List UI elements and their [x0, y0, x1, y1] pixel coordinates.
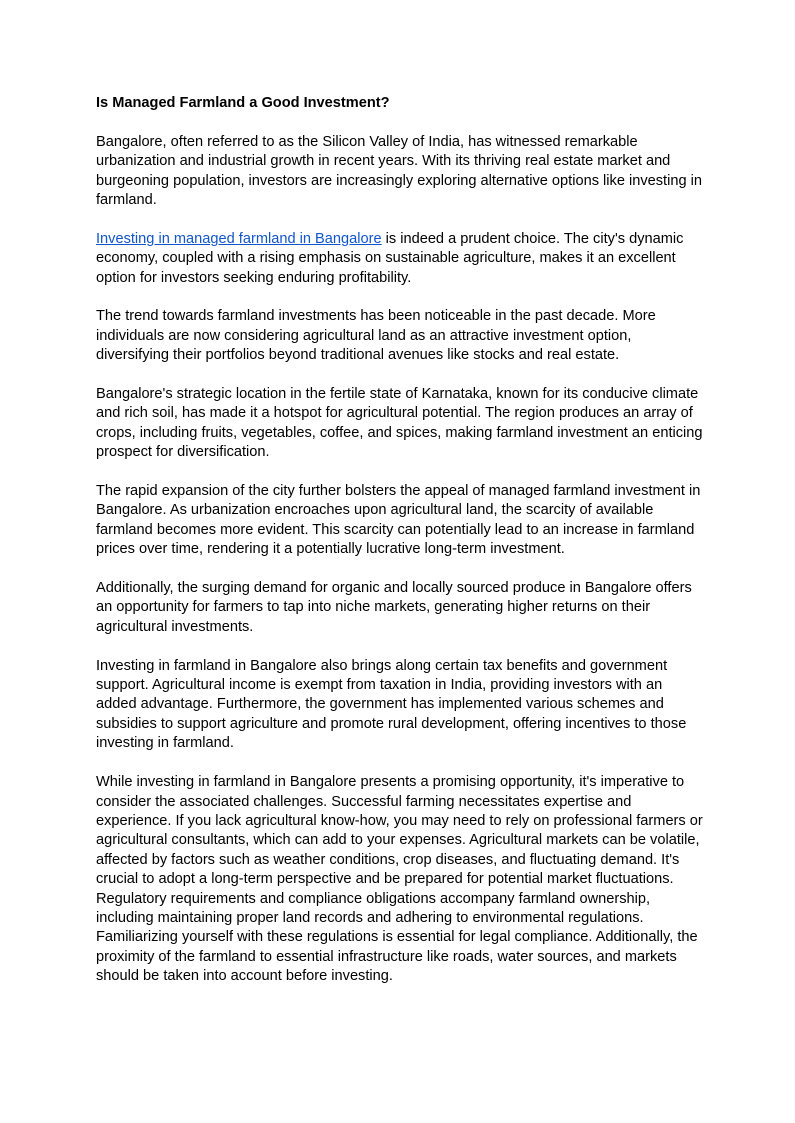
paragraph-link: [96, 230, 706, 288]
document-title: Is Managed Farmland a Good Investment?: [96, 95, 390, 111]
paragraph-intro: Bangalore, often referred to as the Silicon Valley of India, has witnessed remarkable urbanization and industrial growth in recent years. With its thriving real estate market and burgeoning population, investors are increasingly exploring alternative options like investing in farmland.: [96, 133, 703, 209]
paragraph-challenges: While investing in farmland in Bangalore presents a promising opportunity, it's imperative to consider the associated challenges. Successful farming necessitates expertise and experience. If you lack agricultural know-how, you may need to rely on professional farmers or agricultural consultants, which can add to your expenses. Agricultural markets can be volatile, affected by factors such as weather conditions, crop diseases, and fluctuating demand. It's crucial to adopt a long-term perspective and be prepared for potential market fluctuations. Regulatory requirements and compliance obligations accompany farmland ownership, including maintaining proper land records and adhering to environmental regulations. Familiarizing yourself with these regulations is essential for legal compliance. Additionally, the proximity of the farmland to essential infrastructure like roads, water sources, and markets should be taken into account before investing.: [96, 774, 703, 985]
managed-farmland-link[interactable]: Investing in managed farmland in Bangalore: [96, 230, 382, 247]
paragraph-location: Bangalore's strategic location in the fertile state of Karnataka, known for its conducive climate and rich soil, has made it a hotspot for agricultural potential. The region produces an array of crops, including fruits, vegetables, coffee, and spices, making farmland investment an enticing prospect for diversification.: [96, 386, 703, 461]
paragraph-tax: Investing in farmland in Bangalore also brings along certain tax benefits and government support. Agricultural income is exempt from taxation in India, providing investors with an added advantage. Furthermore, the government has implemented various schemes and subsidies to support agriculture and promote rural development, offering incentives to those investing in farmland.: [96, 657, 687, 752]
paragraph-trend: The trend towards farmland investments has been noticeable in the past decade. More individuals are now considering agricultural land as an attractive investment option, diversifying their portfolios beyond traditional avenues like stocks and real estate.: [96, 308, 656, 364]
paragraph-expansion: The rapid expansion of the city further bolsters the appeal of managed farmland investment in Bangalore. As urbanization encroaches upon agricultural land, the scarcity of available farmland becomes more evident. This scarcity can potentially lead to an increase in farmland prices over time, rendering it a potentially lucrative long-term investment.: [96, 483, 701, 558]
paragraph-demand: Additionally, the surging demand for organic and locally sourced produce in Bangalore offers an opportunity for farmers to tap into niche markets, generating higher returns on their agricultural investments.: [96, 580, 692, 635]
document-page: [96, 94, 706, 1006]
paragraph-link-rest: is indeed a prudent choice. The city's dynamic economy, coupled with a rising emphasis on sustainable agriculture, makes it an excellent option for investors seeking enduring profitability.: [96, 230, 684, 286]
